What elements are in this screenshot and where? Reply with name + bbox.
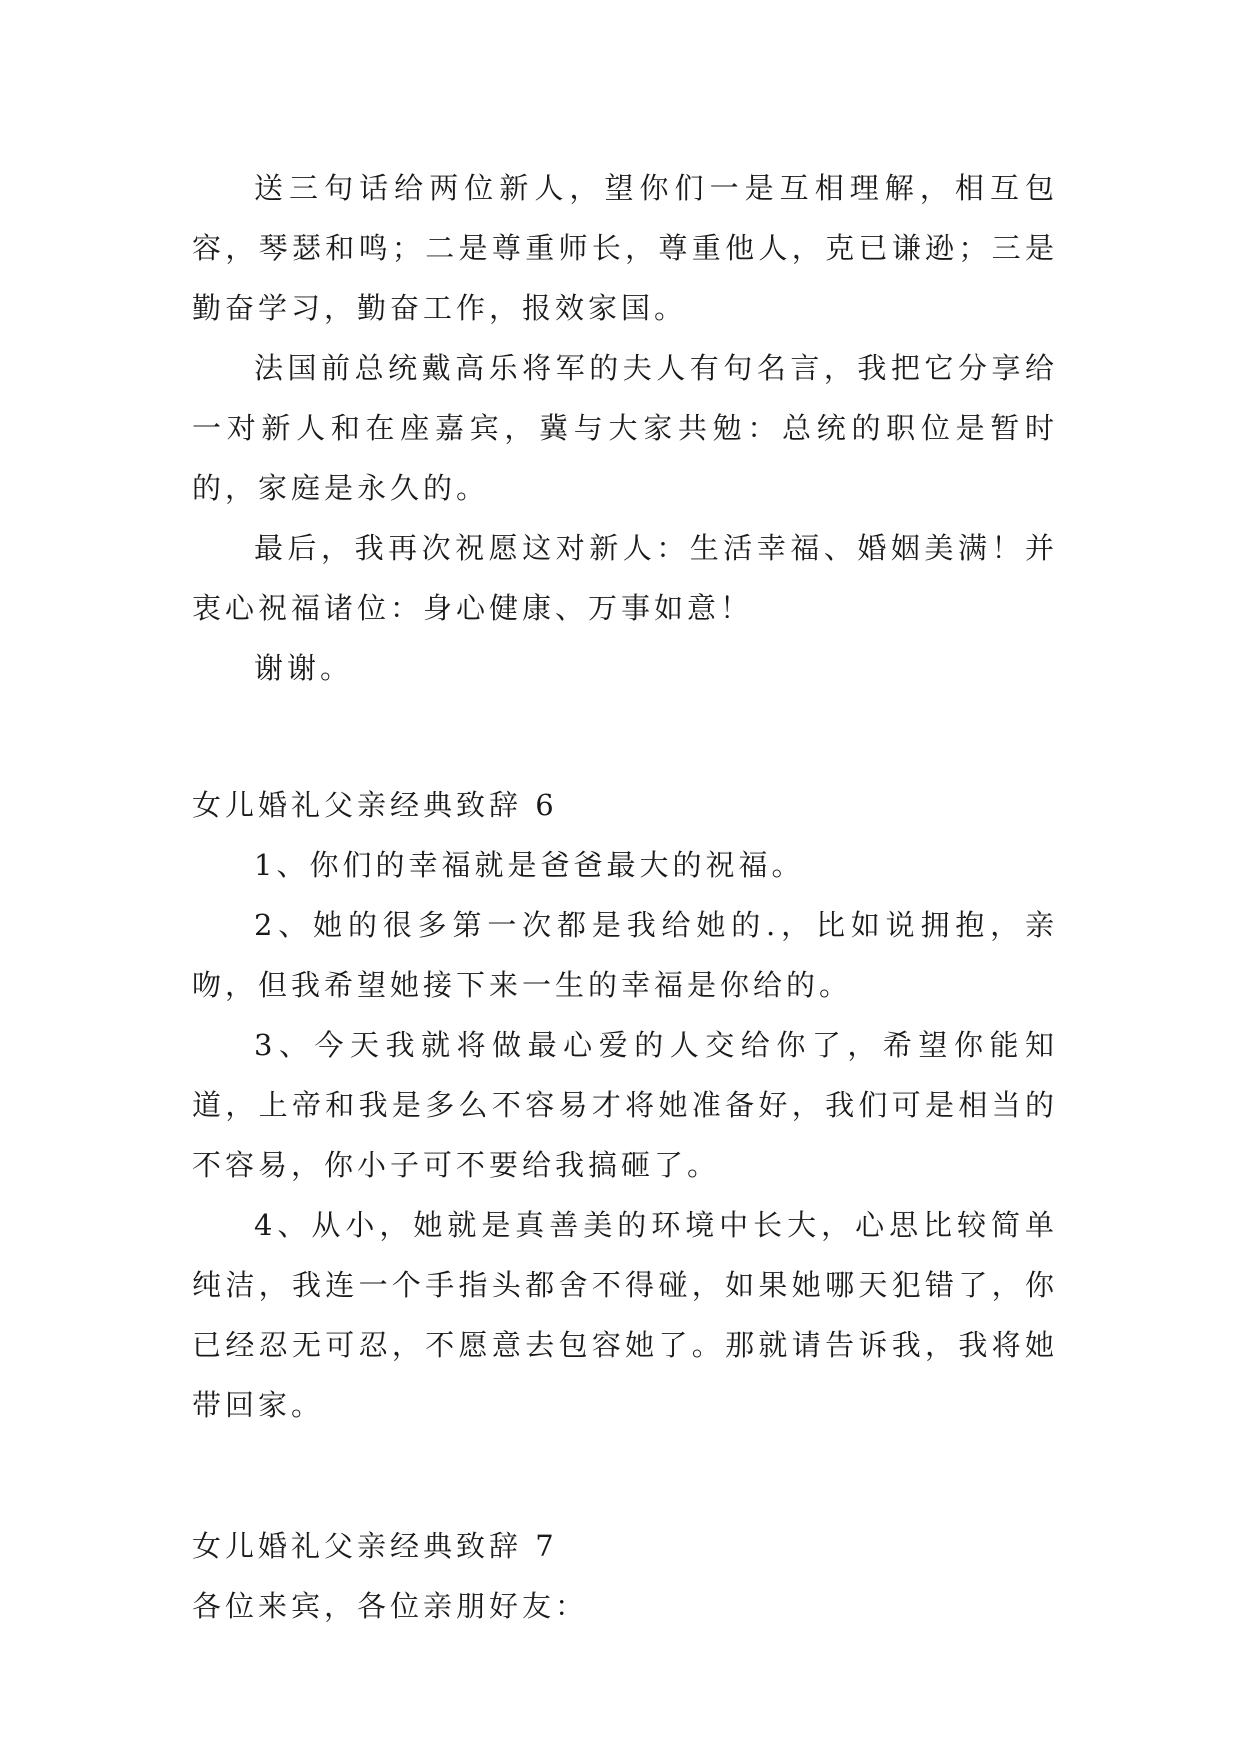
paragraph-de-gaulle-quote: 法国前总统戴高乐将军的夫人有句名言，我把它分享给一对新人和在座嘉宾，冀与大家共勉：总统的职位是暂时的，家庭是永久的。 bbox=[192, 351, 1058, 505]
paragraph-blessings: 送三句话给两位新人，望你们一是互相理解，相互包容，琴瑟和鸣；二是尊重师长，尊重他人，克已谦逊；三是勤奋学习，勤奋工作，报效家国。 bbox=[192, 171, 1058, 325]
list-item-2: 2、她的很多第一次都是我给她的.，比如说拥抱，亲吻，但我希望她接下来一生的幸福是你给的。 bbox=[192, 908, 1058, 1002]
salutation: 各位来宾，各位亲朋好友： bbox=[192, 1589, 589, 1623]
paragraph-thanks: 谢谢。 bbox=[254, 651, 354, 685]
section-spacer bbox=[192, 698, 1058, 775]
section-spacer bbox=[192, 1435, 1058, 1516]
paragraph-final-wishes: 最后，我再次祝愿这对新人：生活幸福、婚姻美满！并衷心祝福诸位：身心健康、万事如意！ bbox=[192, 531, 1058, 625]
document-body bbox=[192, 158, 1058, 1636]
list-item-1: 1、你们的幸福就是爸爸最大的祝福。 bbox=[254, 848, 805, 882]
section-heading-6: 女儿婚礼父亲经典致辞 6 bbox=[192, 788, 558, 822]
section-heading-7: 女儿婚礼父亲经典致辞 7 bbox=[192, 1529, 558, 1563]
list-item-4: 4、从小，她就是真善美的环境中长大，心思比较简单纯洁，我连一个手指头都舍不得碰，如果她哪天犯错了，你已经忍无可忍，不愿意去包容她了。那就请告诉我，我将她带回家。 bbox=[192, 1208, 1058, 1422]
list-item-3: 3、今天我就将做最心爱的人交给你了，希望你能知道，上帝和我是多么不容易才将她准备好，我们可是相当的不容易，你小子可不要给我搞砸了。 bbox=[192, 1028, 1058, 1182]
